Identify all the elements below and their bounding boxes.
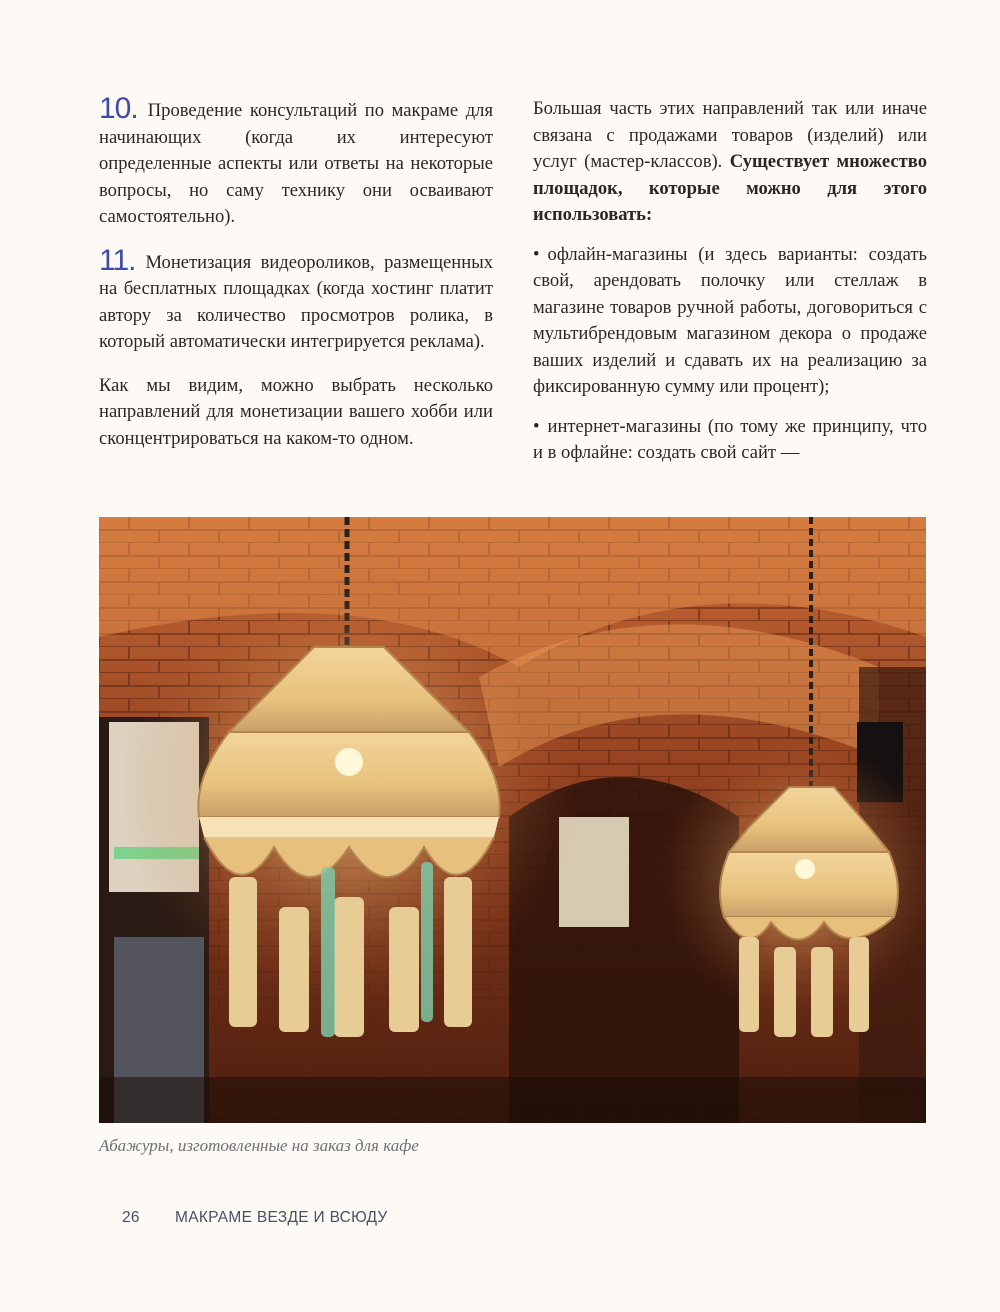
item-text-11: Монетизация видеороликов, размещенных на бесплатных площадках (когда хостинг платит автору за количество просмотров ролика, в который автоматически интегрируется реклама). xyxy=(99,251,493,352)
list-item-10 xyxy=(99,92,493,231)
bullet-icon: • xyxy=(533,415,540,437)
bullet-item-online xyxy=(533,414,927,467)
intro-plain-text: Большая часть этих направлений так или иначе связана с продажами товаров (изделий) или услуг (мастер-классов). xyxy=(533,98,927,172)
item-number-11: 11. xyxy=(99,243,136,277)
macrame-lampshades-photo xyxy=(99,517,926,1123)
right-column xyxy=(533,96,927,480)
list-item-11 xyxy=(99,243,493,356)
page-number: 26 xyxy=(122,1209,140,1226)
summary-paragraph: Как мы видим, можно выбрать несколько направлений для монетизации вашего хобби или сконцентрироваться на каком-то одном. xyxy=(99,374,493,449)
page-footer xyxy=(122,1209,388,1227)
book-title: МАКРАМЕ ВЕЗДЕ И ВСЮДУ xyxy=(175,1209,388,1226)
bullet-text-online: интернет-магазины (по тому же принципу, что и в офлайне: создать свой сайт — xyxy=(533,415,927,463)
photo-caption: Абажуры, изготовленные на заказ для кафе xyxy=(99,1136,419,1155)
intro-bold-text: Существует множество площадок, которые можно для этого использовать: xyxy=(533,151,927,225)
bullet-item-offline xyxy=(533,242,927,401)
bullet-icon: • xyxy=(533,243,540,265)
intro-paragraph xyxy=(533,96,927,229)
left-column xyxy=(99,92,493,465)
item-text-10: Проведение консультаций по макраме для начинающих (когда их интересуют определенные аспекты или ответы на некоторые вопросы, но саму технику они осваивают самостоятельно). xyxy=(99,100,493,227)
item-number-10: 10. xyxy=(99,92,138,125)
bullet-text-offline: офлайн-магазины (и здесь варианты: создать свой, арендовать полочку или стеллаж в магазине товаров ручной работы, договориться с мультибрендовым магазином декора о продаже ваших изделий и сдавать их на реализацию за фиксированную сумму или процент); xyxy=(533,243,927,397)
photo-illustration xyxy=(99,517,926,1123)
